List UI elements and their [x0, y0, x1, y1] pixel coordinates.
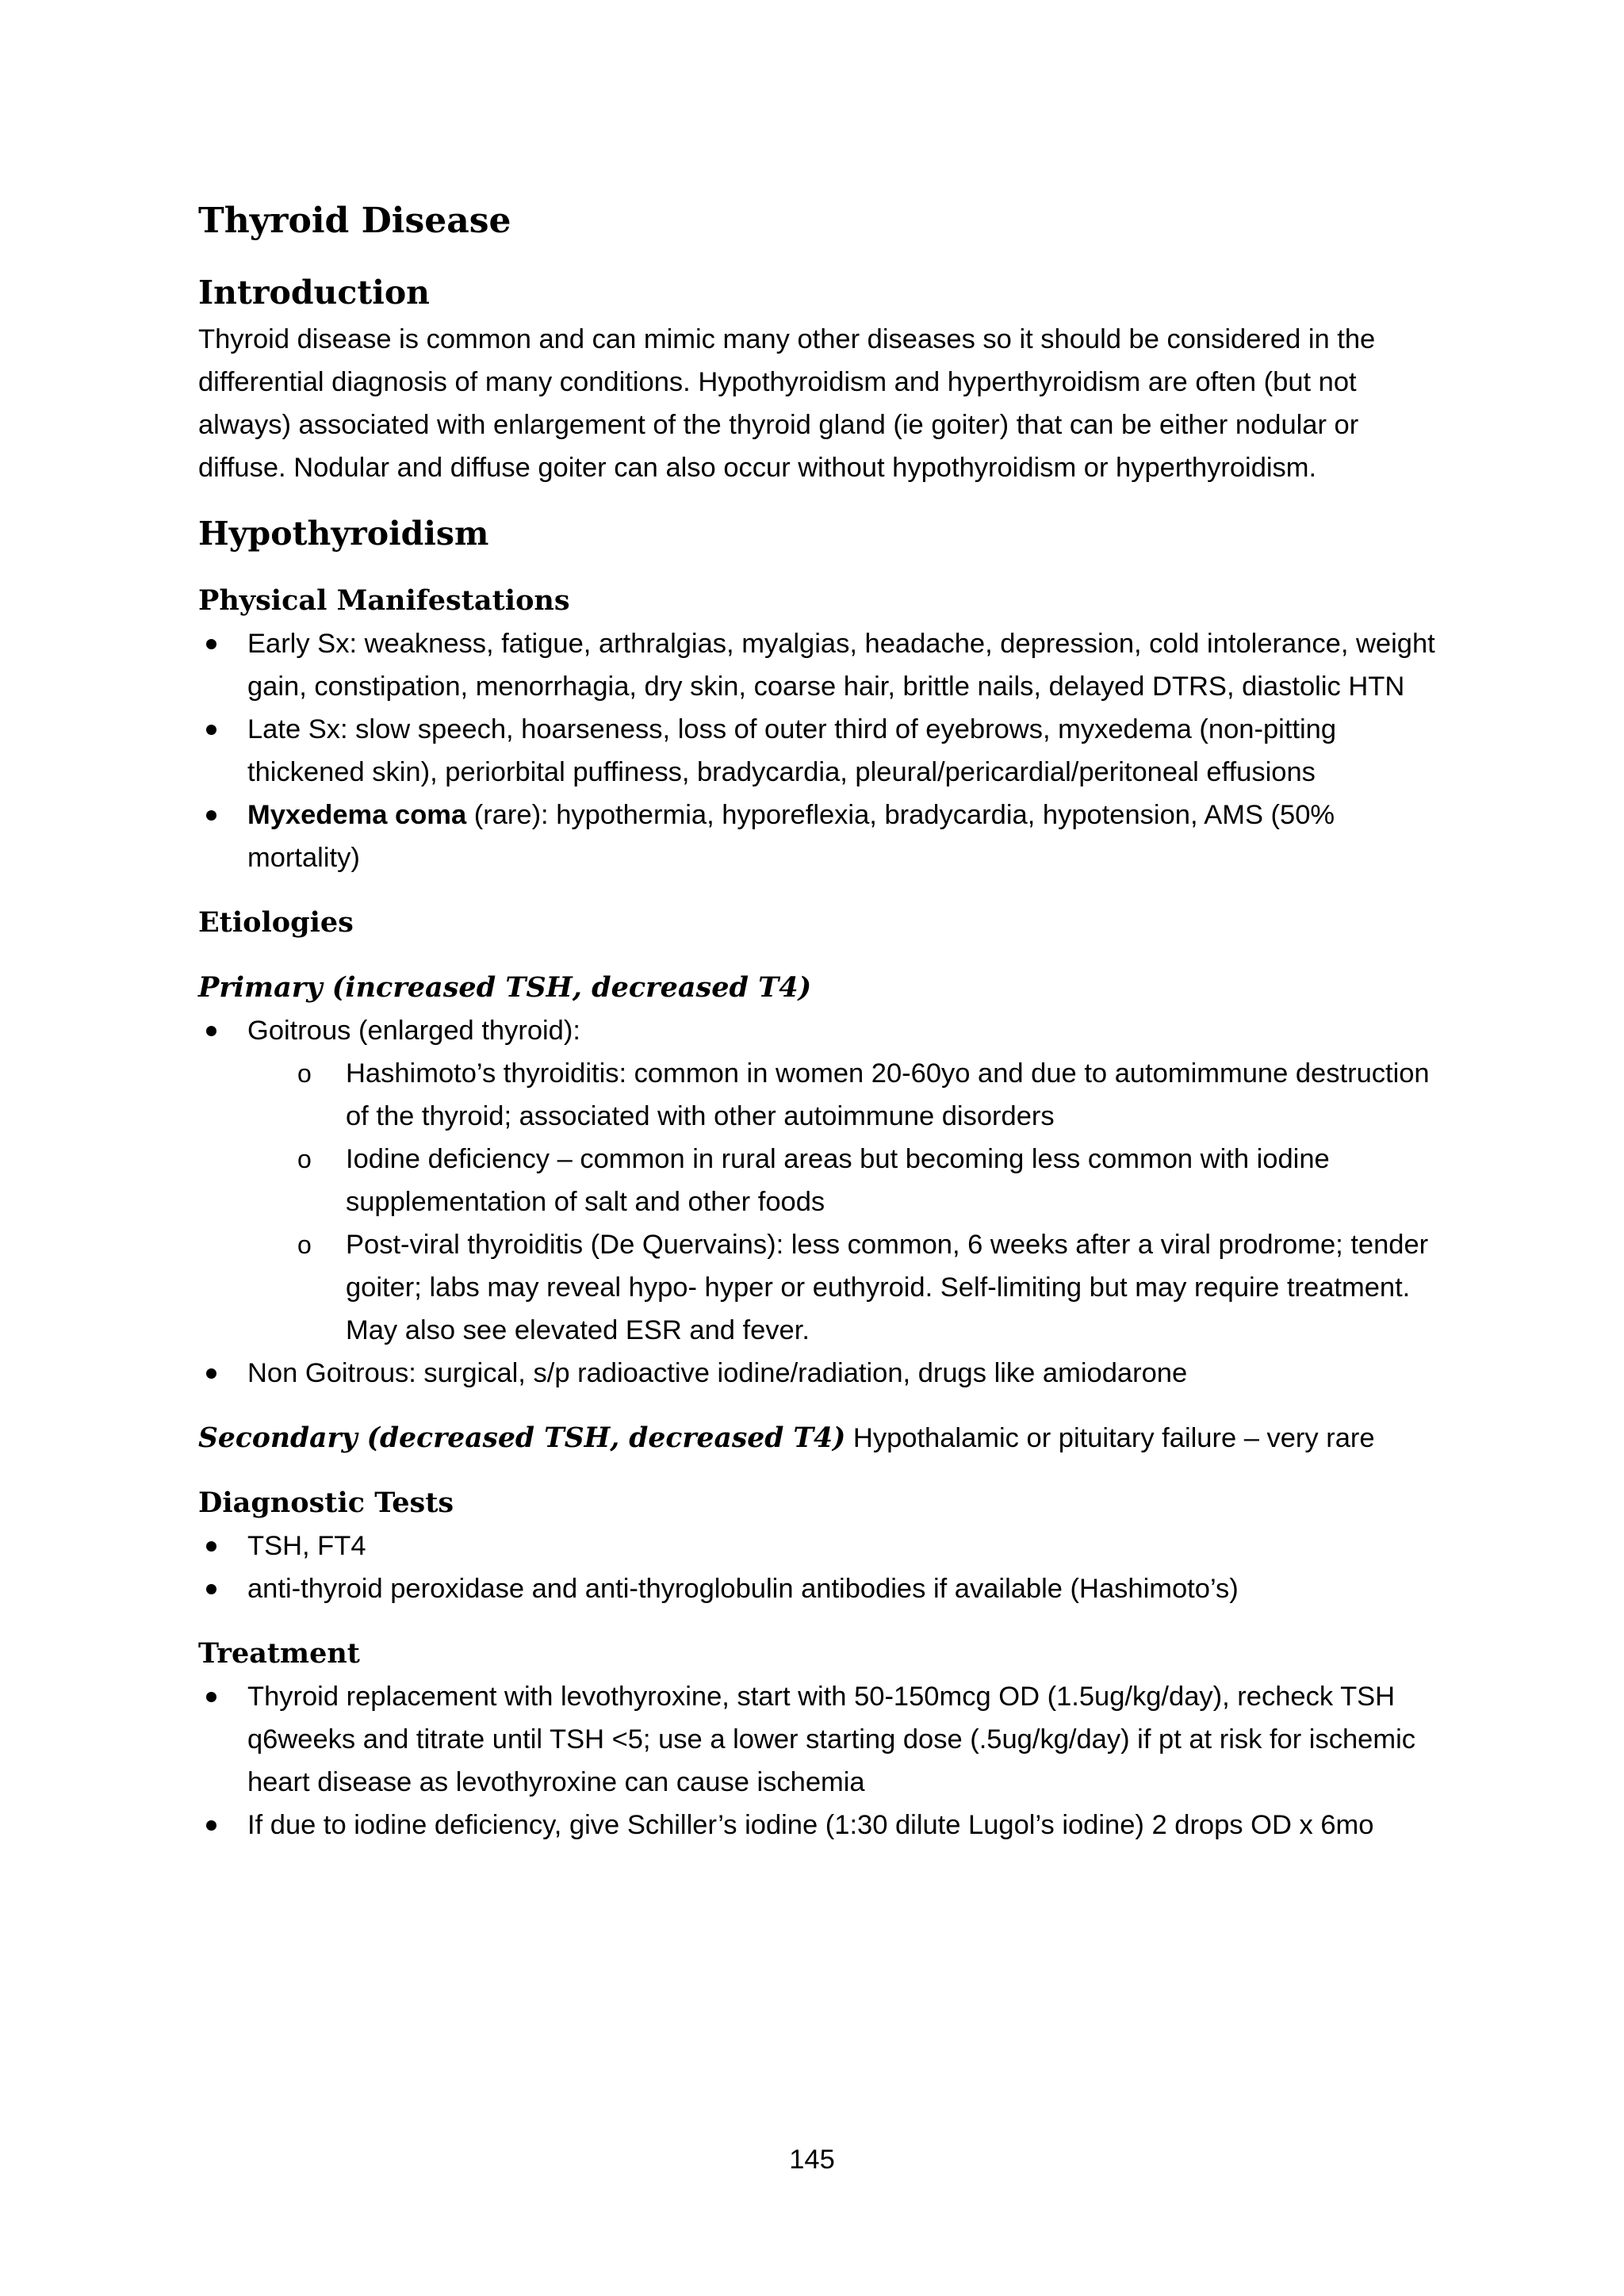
goitrous-sublist — [198, 1052, 1450, 1352]
myxedema-coma-label: Myxedema coma — [247, 800, 467, 830]
hypothyroidism-heading: Hypothyroidism — [198, 515, 489, 553]
diagnostic-tests-heading: Diagnostic Tests — [198, 1487, 454, 1519]
list-item: anti-thyroid peroxidase and anti-thyroglobulin antibodies if available (Hashimoto’s) — [198, 1567, 1450, 1610]
physical-manifestations-list — [198, 622, 1450, 879]
list-item: Non Goitrous: surgical, s/p radioactive iodine/radiation, drugs like amiodarone — [198, 1352, 1450, 1395]
page-number: 145 — [789, 2145, 835, 2175]
treatment-list — [198, 1675, 1450, 1846]
sub-list-item: o Hashimoto’s thyroiditis: common in women 20-60yo and due to automimmune destruction of the thyroid; associated with other autoimmune disorders — [198, 1052, 1450, 1138]
list-item: Thyroid replacement with levothyroxine, start with 50-150mcg OD (1.5ug/kg/day), recheck TSH q6weeks and titrate until TSH <5; use a lower starting dose (.5ug/kg/day) if pt at risk for ischemic heart disease as levothyroxine can cause ischemia — [198, 1675, 1450, 1804]
myxedema-coma-text: (rare): hypothermia, hyporeflexia, bradycardia, hypotension, AMS (50% mortality) — [247, 800, 1335, 873]
primary-heading: Primary (increased TSH, decreased T4) — [198, 971, 812, 1004]
introduction-heading: Introduction — [198, 274, 430, 312]
list-item: Late Sx: slow speech, hoarseness, loss of outer third of eyebrows, myxedema (non-pitting thickened skin), periorbital puffiness, bradycardia, pleural/pericardial/peritoneal effusions — [198, 708, 1450, 794]
treatment-heading: Treatment — [198, 1637, 360, 1670]
list-item: Early Sx: weakness, fatigue, arthralgias, myalgias, headache, depression, cold intolerance, weight gain, constipation, menorrhagia, dry skin, coarse hair, brittle nails, delayed DTRS, diastolic HTN — [198, 622, 1450, 708]
page-title: Thyroid Disease — [198, 201, 511, 241]
physical-manifestations-heading: Physical Manifestations — [198, 584, 570, 617]
etiologies-heading: Etiologies — [198, 906, 354, 939]
sub-list-item: o Post-viral thyroiditis (De Quervains): less common, 6 weeks after a viral prodrome; tender goiter; labs may reveal hypo- hyper or euthyroid. Self-limiting but may require treatment. May also see elevated ESR and fever. — [198, 1223, 1450, 1352]
introduction-paragraph: Thyroid disease is common and can mimic many other diseases so it should be considered in the differential diagnosis of many conditions. Hypothyroidism and hyperthyroidism are often (but not always) associated with enlargement of the thyroid gland (ie goiter) that can be either nodular or diffuse. Nodular and diffuse goiter can also occur without hypothyroidism or hyperthyroidism. — [198, 324, 1376, 483]
diagnostic-tests-list — [198, 1525, 1450, 1610]
secondary-heading: Secondary (decreased TSH, decreased T4) — [198, 1422, 846, 1454]
list-item: Goitrous (enlarged thyroid): — [198, 1009, 1450, 1052]
secondary-etiology — [198, 1417, 1450, 1460]
secondary-text: Hypothalamic or pituitary failure – very rare — [845, 1423, 1375, 1453]
sub-list-item: o Iodine deficiency – common in rural areas but becoming less common with iodine supplementation of salt and other foods — [198, 1138, 1450, 1223]
list-item — [198, 794, 1450, 879]
list-item: TSH, FT4 — [198, 1525, 1450, 1567]
list-item: If due to iodine deficiency, give Schiller’s iodine (1:30 dilute Lugol’s iodine) 2 drops OD x 6mo — [198, 1804, 1450, 1846]
primary-etiologies-list — [198, 1009, 1450, 1052]
non-goitrous-list — [198, 1352, 1450, 1395]
